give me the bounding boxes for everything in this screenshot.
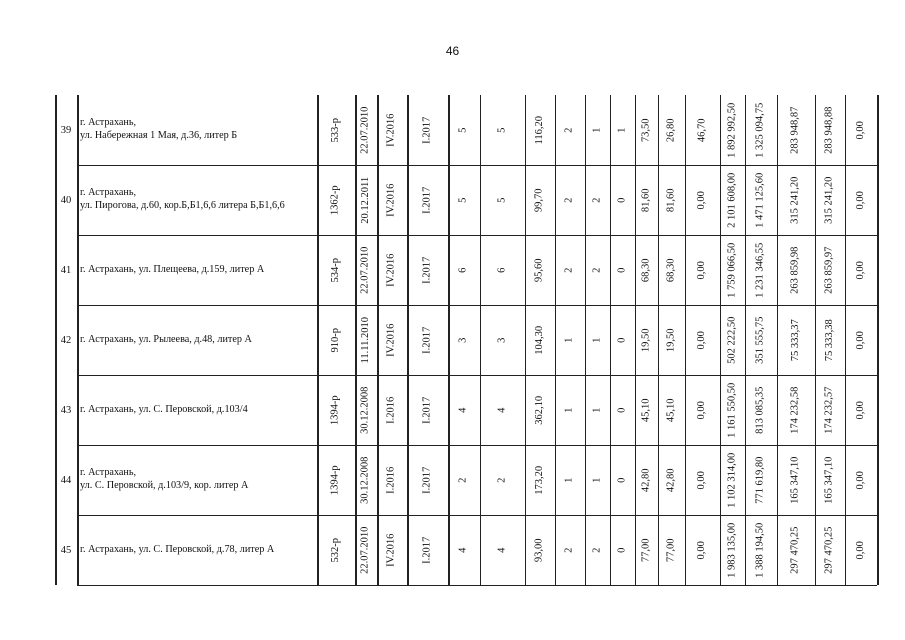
area-cell xyxy=(525,515,555,585)
sum-region-cell xyxy=(777,305,815,375)
sum-region-cell xyxy=(777,445,815,515)
planned-date-cell xyxy=(377,165,407,235)
area-cell xyxy=(525,235,555,305)
sum-other-value: 0,00 xyxy=(854,120,866,140)
move-date-value: I.2017 xyxy=(421,466,433,494)
c5-value: 1 xyxy=(591,477,603,483)
c1-value: 3 xyxy=(457,337,469,343)
sum-other-value: 0,00 xyxy=(854,260,866,280)
move-date-value: I.2017 xyxy=(421,326,433,354)
sum-region-cell xyxy=(777,165,815,235)
planned-date-value: IV.2016 xyxy=(385,533,397,567)
sum-other-cell xyxy=(845,235,877,305)
planned-date-cell xyxy=(377,235,407,305)
area-a-value: 42,80 xyxy=(640,468,652,492)
decree-no-cell xyxy=(317,445,355,515)
sum-total-cell xyxy=(720,305,745,375)
area-a-cell xyxy=(635,445,658,515)
c2-value: 2 xyxy=(496,477,508,483)
planned-date-value: IV.2016 xyxy=(385,323,397,357)
sum-total-value: 2 101 608,00 xyxy=(726,172,738,228)
decree-date-cell xyxy=(355,375,377,445)
move-date-cell xyxy=(407,305,448,375)
no-cell xyxy=(55,375,77,445)
address-line: г. Астрахань, ул. С. Перовской, д.78, литер А xyxy=(80,543,275,555)
address-line: ул. Пирогова, д.60, кор.Б,Б1,6,6 литера Б,Б1,6,6 xyxy=(80,200,285,211)
area-value: 362,10 xyxy=(533,395,545,425)
address-line: г. Астрахань, ул. Плещеева, д.159, литер А xyxy=(80,263,265,275)
no-value: 39 xyxy=(60,124,72,136)
decree-no-value: 534-р xyxy=(329,257,341,283)
area-c-value: 46,70 xyxy=(696,118,708,142)
decree-date-cell xyxy=(355,165,377,235)
area-b-value: 26,80 xyxy=(665,118,677,142)
decree-date-value: 11.11.2010 xyxy=(359,316,371,364)
c4-cell xyxy=(555,305,585,375)
sum-region-value: 75 333,37 xyxy=(789,319,801,361)
sum-region-cell xyxy=(777,515,815,585)
planned-date-cell xyxy=(377,515,407,585)
decree-date-value: 22.07.2010 xyxy=(359,246,371,294)
sum-total-cell xyxy=(720,375,745,445)
area-b-value: 77,00 xyxy=(665,538,677,562)
sum-region-cell xyxy=(777,375,815,445)
area-b-value: 45,10 xyxy=(665,398,677,422)
c5-value: 2 xyxy=(591,267,603,273)
area-value: 173,20 xyxy=(533,465,545,495)
no-value: 45 xyxy=(60,544,72,556)
address-line: г. Астрахань, ул. С. Перовской, д.103/4 xyxy=(80,403,248,415)
area-c-cell xyxy=(685,235,720,305)
move-date-value: I.2017 xyxy=(421,186,433,214)
decree-no-value: 1394-р xyxy=(329,465,341,495)
decree-no-value: 1394-р xyxy=(329,395,341,425)
sum-region-value: 263 859,98 xyxy=(789,246,801,294)
sum-fund-cell xyxy=(745,235,777,305)
c1-cell xyxy=(448,95,480,165)
sum-fund-cell xyxy=(745,515,777,585)
c4-cell xyxy=(555,235,585,305)
sum-region-cell xyxy=(777,235,815,305)
sum-fund-value: 1 325 094,75 xyxy=(754,102,766,158)
c2-cell xyxy=(480,305,525,375)
sum-local-cell xyxy=(815,375,845,445)
area-value: 116,20 xyxy=(533,115,545,145)
decree-no-cell xyxy=(317,515,355,585)
area-b-value: 81,60 xyxy=(665,188,677,212)
address-line: ул. Набережная 1 Мая, д.36, литер Б xyxy=(80,130,238,141)
no-value: 44 xyxy=(60,474,72,486)
c1-value: 6 xyxy=(457,267,469,273)
sum-total-value: 1 892 992,50 xyxy=(726,102,738,158)
area-c-cell xyxy=(685,445,720,515)
decree-date-cell xyxy=(355,95,377,165)
area-a-value: 68,30 xyxy=(640,258,652,282)
c2-cell xyxy=(480,235,525,305)
area-b-cell xyxy=(658,515,685,585)
c4-value: 1 xyxy=(563,477,575,483)
planned-date-cell xyxy=(377,305,407,375)
sum-local-cell xyxy=(815,515,845,585)
sum-other-cell xyxy=(845,305,877,375)
c4-cell xyxy=(555,445,585,515)
no-cell xyxy=(55,445,77,515)
sum-other-cell xyxy=(845,95,877,165)
decree-date-cell xyxy=(355,515,377,585)
area-c-value: 0,00 xyxy=(696,470,708,490)
planned-date-cell xyxy=(377,375,407,445)
c2-value: 5 xyxy=(496,127,508,133)
area-a-value: 19,50 xyxy=(640,328,652,352)
planned-date-value: I.2016 xyxy=(385,466,397,494)
c1-value: 5 xyxy=(457,197,469,203)
area-cell xyxy=(525,305,555,375)
c4-value: 2 xyxy=(563,197,575,203)
c6-value: 1 xyxy=(616,127,628,133)
address-line: г. Астрахань, xyxy=(80,467,137,479)
c2-value: 3 xyxy=(496,337,508,343)
c6-cell xyxy=(610,305,635,375)
sum-total-value: 1 759 066,50 xyxy=(726,242,738,298)
c4-value: 1 xyxy=(563,407,575,413)
address-line: г. Астрахань, ул. Рылеева, д.48, литер А xyxy=(80,333,252,345)
no-cell xyxy=(55,95,77,165)
c2-value: 5 xyxy=(496,197,508,203)
area-a-value: 81,60 xyxy=(640,188,652,212)
area-value: 99,70 xyxy=(533,188,545,212)
sum-fund-value: 1 388 194,50 xyxy=(754,522,766,578)
move-date-cell xyxy=(407,165,448,235)
address-cell xyxy=(77,375,316,445)
sum-fund-value: 771 619,80 xyxy=(754,456,766,504)
no-value: 43 xyxy=(60,404,72,416)
planned-date-value: I.2016 xyxy=(385,396,397,424)
sum-other-cell xyxy=(845,375,877,445)
area-c-value: 0,00 xyxy=(696,540,708,560)
sum-total-cell xyxy=(720,165,745,235)
address-cell xyxy=(77,305,316,375)
sum-total-cell xyxy=(720,235,745,305)
decree-date-value: 30.12.2008 xyxy=(359,456,371,504)
area-c-cell xyxy=(685,165,720,235)
planned-date-value: IV.2016 xyxy=(385,183,397,217)
c6-value: 0 xyxy=(616,337,628,343)
sum-other-value: 0,00 xyxy=(854,190,866,210)
c6-cell xyxy=(610,375,635,445)
c2-value: 4 xyxy=(496,407,508,413)
c6-cell xyxy=(610,165,635,235)
c6-cell xyxy=(610,235,635,305)
area-cell xyxy=(525,375,555,445)
area-cell xyxy=(525,165,555,235)
c1-cell xyxy=(448,235,480,305)
sum-other-value: 0,00 xyxy=(854,330,866,350)
c5-value: 1 xyxy=(591,127,603,133)
area-b-value: 68,30 xyxy=(665,258,677,282)
area-a-value: 45,10 xyxy=(640,398,652,422)
c1-value: 5 xyxy=(457,127,469,133)
decree-no-value: 533-р xyxy=(329,117,341,143)
c2-cell xyxy=(480,375,525,445)
c5-cell xyxy=(585,165,610,235)
sum-local-value: 297 470,25 xyxy=(823,526,835,574)
sum-region-cell xyxy=(777,95,815,165)
area-c-cell xyxy=(685,95,720,165)
c6-cell xyxy=(610,515,635,585)
address-cell xyxy=(77,95,316,165)
address-line: ул. С. Перовской, д.103/9, кор. литер А xyxy=(80,480,249,491)
c1-cell xyxy=(448,445,480,515)
planned-date-cell xyxy=(377,445,407,515)
no-value: 41 xyxy=(60,264,72,276)
sum-fund-value: 1 471 125,60 xyxy=(754,172,766,228)
c6-value: 0 xyxy=(616,407,628,413)
area-c-cell xyxy=(685,305,720,375)
c1-cell xyxy=(448,305,480,375)
c5-cell xyxy=(585,95,610,165)
area-a-cell xyxy=(635,305,658,375)
area-b-value: 42,80 xyxy=(665,468,677,492)
sum-fund-cell xyxy=(745,165,777,235)
sum-total-cell xyxy=(720,95,745,165)
decree-no-cell xyxy=(317,165,355,235)
sum-local-value: 283 948,88 xyxy=(823,106,835,154)
c2-cell xyxy=(480,165,525,235)
decree-date-value: 22.07.2010 xyxy=(359,526,371,574)
sum-region-value: 165 347,10 xyxy=(789,456,801,504)
row-rule xyxy=(77,585,877,586)
c2-cell xyxy=(480,515,525,585)
sum-fund-value: 351 555,75 xyxy=(754,316,766,364)
area-value: 104,30 xyxy=(533,325,545,355)
area-a-value: 77,00 xyxy=(640,538,652,562)
move-date-cell xyxy=(407,445,448,515)
sum-fund-cell xyxy=(745,375,777,445)
decree-date-cell xyxy=(355,235,377,305)
page-number: 46 xyxy=(445,44,460,58)
sum-local-cell xyxy=(815,235,845,305)
c5-value: 1 xyxy=(591,337,603,343)
c4-value: 2 xyxy=(563,547,575,553)
sum-local-cell xyxy=(815,305,845,375)
decree-no-value: 910-р xyxy=(329,327,341,353)
area-a-cell xyxy=(635,515,658,585)
decree-no-cell xyxy=(317,235,355,305)
sum-region-value: 174 232,58 xyxy=(789,386,801,434)
c2-value: 4 xyxy=(496,547,508,553)
address-cell xyxy=(77,445,316,515)
move-date-cell xyxy=(407,375,448,445)
sum-local-value: 75 333,38 xyxy=(823,319,835,361)
c1-value: 2 xyxy=(457,477,469,483)
area-b-value: 19,50 xyxy=(665,328,677,352)
sum-local-value: 315 241,20 xyxy=(823,176,835,224)
sum-local-cell xyxy=(815,95,845,165)
address-line: г. Астрахань, xyxy=(80,117,137,129)
move-date-value: I.2017 xyxy=(421,536,433,564)
c5-value: 2 xyxy=(591,197,603,203)
decree-date-value: 22.07.2010 xyxy=(359,106,371,154)
planned-date-cell xyxy=(377,95,407,165)
sum-other-cell xyxy=(845,165,877,235)
c4-value: 2 xyxy=(563,127,575,133)
decree-no-cell xyxy=(317,305,355,375)
column-rule xyxy=(877,95,879,585)
sum-fund-cell xyxy=(745,445,777,515)
sum-local-value: 174 232,57 xyxy=(823,386,835,434)
area-a-cell xyxy=(635,95,658,165)
sum-total-value: 1 102 314,00 xyxy=(726,452,738,508)
sum-other-value: 0,00 xyxy=(854,470,866,490)
c5-value: 2 xyxy=(591,547,603,553)
area-b-cell xyxy=(658,305,685,375)
c1-value: 4 xyxy=(457,547,469,553)
sum-fund-cell xyxy=(745,305,777,375)
decree-date-value: 20.12.2011 xyxy=(359,176,371,224)
area-c-cell xyxy=(685,375,720,445)
sum-total-cell xyxy=(720,445,745,515)
c1-cell xyxy=(448,515,480,585)
area-b-cell xyxy=(658,165,685,235)
c4-cell xyxy=(555,95,585,165)
sum-other-cell xyxy=(845,515,877,585)
no-value: 42 xyxy=(60,334,72,346)
c6-value: 0 xyxy=(616,267,628,273)
sum-total-value: 1 983 135,00 xyxy=(726,522,738,578)
area-cell xyxy=(525,95,555,165)
area-a-cell xyxy=(635,235,658,305)
decree-date-cell xyxy=(355,305,377,375)
sum-fund-value: 813 085,35 xyxy=(754,386,766,434)
sum-fund-cell xyxy=(745,95,777,165)
decree-date-value: 30.12.2008 xyxy=(359,386,371,434)
planned-date-value: IV.2016 xyxy=(385,253,397,287)
c1-cell xyxy=(448,165,480,235)
area-cell xyxy=(525,445,555,515)
address-cell xyxy=(77,515,316,585)
c5-cell xyxy=(585,375,610,445)
move-date-cell xyxy=(407,95,448,165)
address-line: г. Астрахань, xyxy=(80,187,137,199)
sum-other-cell xyxy=(845,445,877,515)
decree-no-cell xyxy=(317,95,355,165)
no-value: 40 xyxy=(60,194,72,206)
c6-value: 0 xyxy=(616,197,628,203)
area-c-value: 0,00 xyxy=(696,190,708,210)
c1-cell xyxy=(448,375,480,445)
address-cell xyxy=(77,165,316,235)
sum-total-cell xyxy=(720,515,745,585)
c5-cell xyxy=(585,445,610,515)
c2-value: 6 xyxy=(496,267,508,273)
c1-value: 4 xyxy=(457,407,469,413)
c2-cell xyxy=(480,445,525,515)
move-date-cell xyxy=(407,235,448,305)
area-a-cell xyxy=(635,375,658,445)
c6-value: 0 xyxy=(616,477,628,483)
area-a-cell xyxy=(635,165,658,235)
move-date-value: I.2017 xyxy=(421,256,433,284)
move-date-cell xyxy=(407,515,448,585)
area-a-value: 73,50 xyxy=(640,118,652,142)
sum-local-value: 263 859,97 xyxy=(823,246,835,294)
area-b-cell xyxy=(658,235,685,305)
c5-cell xyxy=(585,305,610,375)
sum-region-value: 297 470,25 xyxy=(789,526,801,574)
c6-value: 0 xyxy=(616,547,628,553)
area-c-value: 0,00 xyxy=(696,330,708,350)
sum-local-value: 165 347,10 xyxy=(823,456,835,504)
address-cell xyxy=(77,235,316,305)
c2-cell xyxy=(480,95,525,165)
area-b-cell xyxy=(658,445,685,515)
area-b-cell xyxy=(658,375,685,445)
no-cell xyxy=(55,305,77,375)
area-c-value: 0,00 xyxy=(696,260,708,280)
sum-region-value: 283 948,87 xyxy=(789,106,801,154)
c5-cell xyxy=(585,515,610,585)
sum-local-cell xyxy=(815,165,845,235)
sum-local-cell xyxy=(815,445,845,515)
no-cell xyxy=(55,515,77,585)
area-c-cell xyxy=(685,515,720,585)
c4-cell xyxy=(555,515,585,585)
decree-no-cell xyxy=(317,375,355,445)
c6-cell xyxy=(610,445,635,515)
area-b-cell xyxy=(658,95,685,165)
planned-date-value: IV.2016 xyxy=(385,113,397,147)
c4-cell xyxy=(555,375,585,445)
sum-fund-value: 1 231 346,55 xyxy=(754,242,766,298)
c6-cell xyxy=(610,95,635,165)
move-date-value: I.2017 xyxy=(421,396,433,424)
decree-no-value: 532-р xyxy=(329,537,341,563)
c5-cell xyxy=(585,235,610,305)
area-value: 93,00 xyxy=(533,538,545,562)
area-c-value: 0,00 xyxy=(696,400,708,420)
sum-other-value: 0,00 xyxy=(854,540,866,560)
decree-date-cell xyxy=(355,445,377,515)
c5-value: 1 xyxy=(591,407,603,413)
sum-other-value: 0,00 xyxy=(854,400,866,420)
area-value: 95,60 xyxy=(533,258,545,282)
move-date-value: I.2017 xyxy=(421,116,433,144)
no-cell xyxy=(55,235,77,305)
c4-value: 1 xyxy=(563,337,575,343)
c4-cell xyxy=(555,165,585,235)
no-cell xyxy=(55,165,77,235)
sum-region-value: 315 241,20 xyxy=(789,176,801,224)
c4-value: 2 xyxy=(563,267,575,273)
sum-total-value: 1 161 550,50 xyxy=(726,382,738,438)
sum-total-value: 502 222,50 xyxy=(726,316,738,364)
decree-no-value: 1362-р xyxy=(329,185,341,215)
